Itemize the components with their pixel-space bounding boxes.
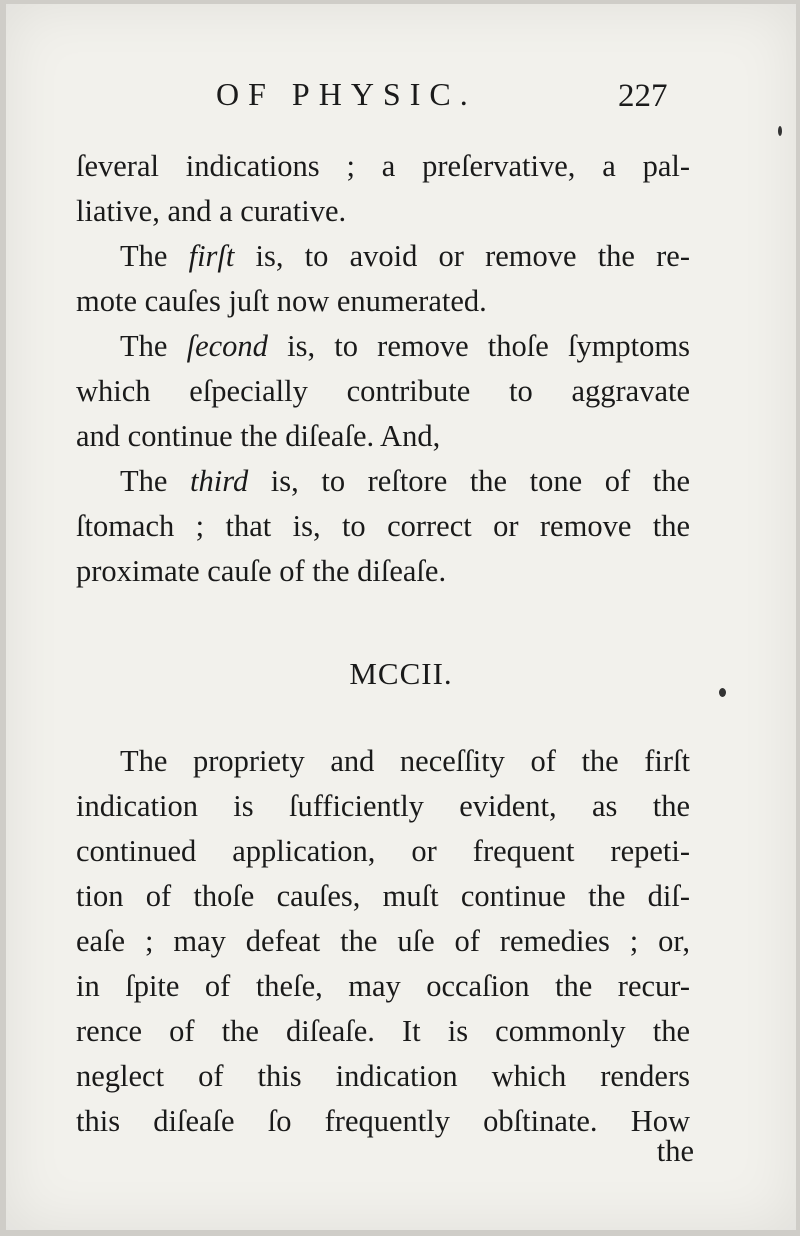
text-fragment: The	[120, 239, 189, 273]
text-fragment: is, to reſtore the tone of the	[248, 464, 691, 498]
text-line: indication is ſufficiently evident, as the	[76, 789, 690, 823]
ink-speck	[778, 126, 782, 136]
paragraph-third-indication	[76, 459, 690, 594]
text-line: proximate cauſe of the diſeaſe.	[76, 554, 447, 588]
text-line: ſeveral indications ; a preſervative, a pal-	[76, 149, 690, 183]
page-number: 227	[618, 78, 668, 114]
italic-word: third	[190, 464, 249, 498]
text-line	[76, 324, 690, 369]
italic-word: ſecond	[186, 329, 268, 363]
paragraph-first-indication	[76, 234, 690, 324]
text-line	[76, 234, 690, 279]
text-line: and continue the diſeaſe. And,	[76, 419, 441, 453]
text-line: tion of thoſe cauſes, muſt continue the diſ-	[76, 879, 690, 913]
text-line: in ſpite of theſe, may occaſion the recur-	[76, 969, 690, 1003]
book-page	[6, 4, 796, 1230]
text-block-lower	[76, 739, 690, 1144]
text-fragment: is, to remove thoſe ſymptoms	[267, 329, 690, 363]
text-block-upper	[76, 144, 690, 594]
text-line: eaſe ; may defeat the uſe of remedies ; or,	[76, 924, 690, 958]
text-fragment: is, to avoid or remove the re-	[234, 239, 690, 273]
page-header	[6, 76, 796, 116]
text-line: mote cauſes juſt now enumerated.	[76, 284, 487, 318]
italic-word: firſt	[188, 239, 235, 273]
text-line: this diſeaſe ſo frequently obſtinate. How	[76, 1104, 690, 1138]
text-line: The propriety and neceſſity of the firſt	[120, 744, 690, 778]
text-fragment: The	[120, 329, 187, 363]
section-heading: MCCII.	[349, 656, 453, 691]
running-head: OF PHYSIC.	[216, 76, 477, 112]
text-line: rence of the diſeaſe. It is commonly the	[76, 1014, 690, 1048]
paragraph-second-indication	[76, 324, 690, 459]
text-line: which eſpecially contribute to aggravate	[76, 374, 690, 408]
text-line: ſtomach ; that is, to correct or remove the	[76, 509, 690, 543]
text-line: neglect of this indication which renders	[76, 1059, 690, 1093]
text-line	[76, 459, 690, 504]
paragraph-mccii	[76, 739, 690, 1144]
paragraph-intro	[76, 144, 690, 234]
text-fragment: The	[120, 464, 191, 498]
catchword: the	[656, 1134, 694, 1168]
text-line: liative, and a curative.	[76, 194, 347, 228]
text-line: continued application, or frequent repeti-	[76, 834, 690, 868]
